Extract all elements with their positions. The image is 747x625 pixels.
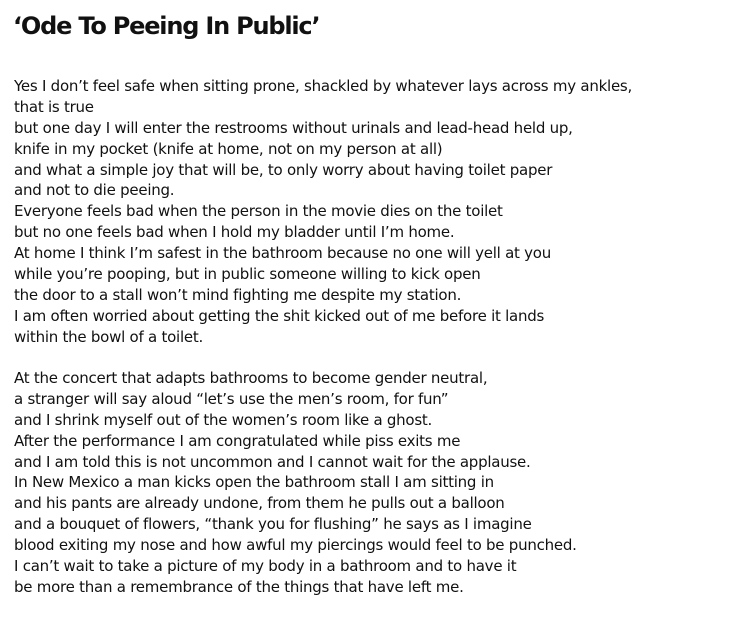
poem-line: Everyone feels bad when the person in the movie dies on the toilet (14, 202, 503, 221)
poem-line: blood exiting my nose and how awful my piercings would feel to be punched. (14, 536, 577, 555)
stanza-1 (14, 76, 632, 348)
poem-line: within the bowl of a toilet. (14, 327, 204, 346)
poem-line: but one day I will enter the restrooms without urinals and lead-head held up, (14, 118, 573, 137)
poem-line: At the concert that adapts bathrooms to become gender neutral, (14, 369, 488, 387)
poem-line: but no one feels bad when I hold my bladder until I’m home. (14, 223, 455, 242)
poem-line: and a bouquet of flowers, “thank you for flushing” he says as I imagine (14, 515, 532, 534)
poem-line: and his pants are already undone, from them he pulls out a balloon (14, 494, 505, 513)
poem-line: Yes I don’t feel safe when sitting prone, shackled by whatever lays across my ankles, (14, 77, 633, 95)
poem-line: After the performance I am congratulated while piss exits me (14, 431, 461, 450)
stanza-2 (14, 368, 577, 598)
poem-line: In New Mexico a man kicks open the bathroom stall I am sitting in (14, 473, 494, 492)
poem-title: ‘Ode To Peeing In Public’ (13, 12, 320, 40)
poem-line: and I am told this is not uncommon and I cannot wait for the applause. (14, 452, 531, 471)
poem-line: the door to a stall won’t mind fighting me despite my station. (14, 285, 462, 304)
poem-line: while you’re pooping, but in public someone willing to kick open (14, 265, 481, 284)
poem-line: that is true (14, 97, 94, 116)
poem-line: a stranger will say aloud “let’s use the men’s room, for fun” (14, 389, 449, 408)
poem-line: At home I think I’m safest in the bathroom because no one will yell at you (14, 244, 551, 263)
poem-line: and I shrink myself out of the women’s room like a ghost. (14, 410, 433, 429)
poem-line: and what a simple joy that will be, to only worry about having toilet paper (14, 160, 553, 179)
poem-line: knife in my pocket (knife at home, not on my person at all) (14, 139, 443, 158)
poem-line: I am often worried about getting the shit kicked out of me before it lands (14, 306, 545, 325)
poem-line: be more than a remembrance of the things that have left me. (14, 577, 464, 596)
poem-line: I can’t wait to take a picture of my body in a bathroom and to have it (14, 557, 517, 576)
poem-line: and not to die peeing. (14, 181, 175, 200)
